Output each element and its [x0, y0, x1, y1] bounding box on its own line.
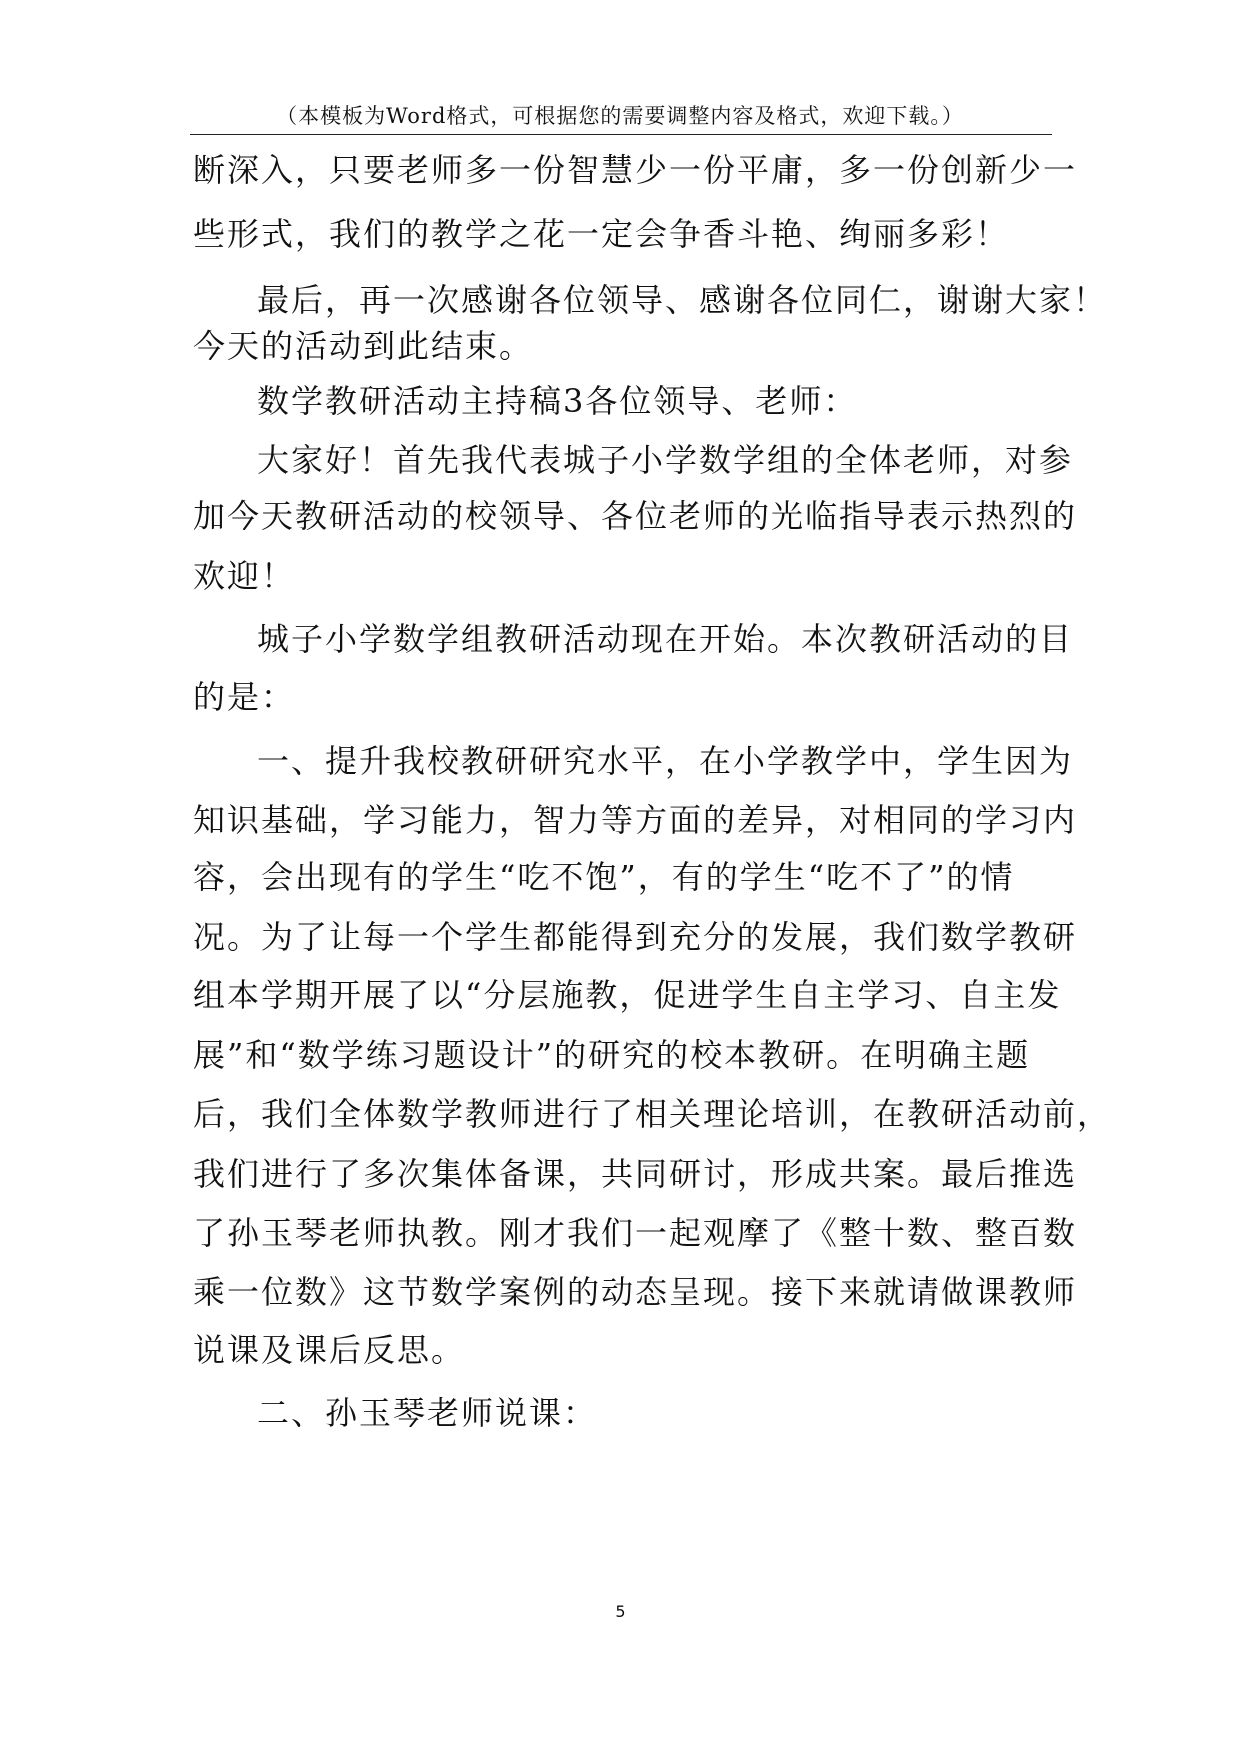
- text-line: 展”和“数学练习题设计”的研究的校本教研。在明确主题: [193, 1036, 1031, 1074]
- text-line: 知识基础，学习能力，智力等方面的差异，对相同的学习内: [193, 801, 1078, 839]
- paragraph-first-line: 最后，再一次感谢各位领导、感谢各位同仁，谢谢大家！: [257, 281, 1108, 319]
- paragraph-first-line: 城子小学数学组教研活动现在开始。本次教研活动的目: [257, 620, 1074, 658]
- text-line: 些形式，我们的教学之花一定会争香斗艳、绚丽多彩！: [193, 215, 1010, 253]
- paragraph-first-line: 大家好！首先我代表城子小学数学组的全体老师，对参: [257, 441, 1074, 479]
- paragraph-first-line: 二、孙玉琴老师说课：: [257, 1394, 598, 1432]
- text-line: 今天的活动到此结束。: [193, 327, 534, 365]
- text-line: 的是：: [193, 678, 296, 716]
- text-line: 欢迎！: [193, 557, 296, 595]
- text-line: 说课及课后反思。: [193, 1331, 466, 1369]
- text-line: 加今天教研活动的校领导、各位老师的光临指导表示热烈的: [193, 497, 1078, 535]
- text-line: 组本学期开展了以“分层施教，促进学生自主学习、自主发: [193, 976, 1062, 1014]
- text-line: 乘一位数》这节数学案例的动态呈现。接下来就请做课教师: [193, 1273, 1078, 1311]
- paragraph-first-line: 数学教研活动主持稿3各位领导、老师：: [257, 382, 858, 420]
- text-line: 我们进行了多次集体备课，共同研讨，形成共案。最后推选: [193, 1155, 1078, 1193]
- text-line: 况。为了让每一个学生都能得到充分的发展，我们数学教研: [193, 918, 1078, 956]
- text-line: 断深入，只要老师多一份智慧少一份平庸，多一份创新少一: [193, 151, 1078, 189]
- text-line: 了孙玉琴老师执教。刚才我们一起观摩了《整十数、整百数: [193, 1214, 1078, 1252]
- text-line: 容，会出现有的学生“吃不饱”，有的学生“吃不了”的情: [193, 858, 1015, 896]
- template-note-header: （本模板为Word格式，可根据您的需要调整内容及格式，欢迎下载。）: [276, 104, 964, 128]
- header-rule: [190, 134, 1052, 135]
- paragraph-first-line: 一、提升我校教研研究水平，在小学教学中，学生因为: [257, 742, 1074, 780]
- page-number: 5: [615, 1602, 626, 1621]
- text-line: 后，我们全体数学教师进行了相关理论培训，在教研活动前，: [193, 1095, 1112, 1133]
